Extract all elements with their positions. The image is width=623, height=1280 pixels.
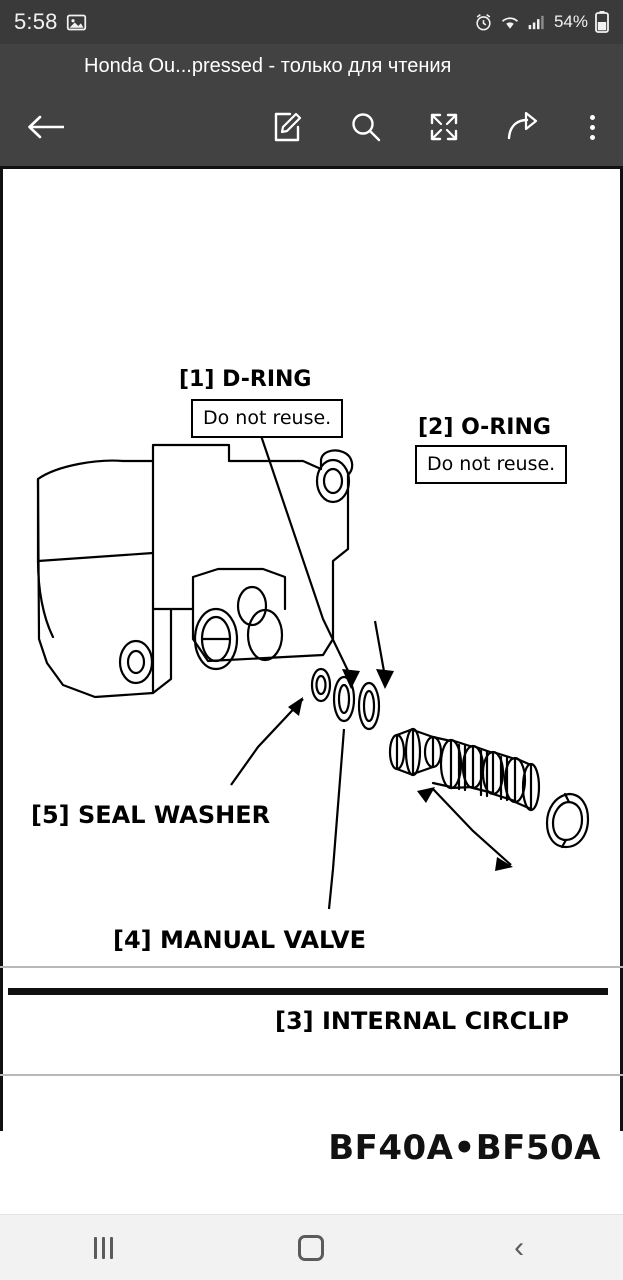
battery-icon (595, 11, 609, 33)
callout-note-1: Do not reuse. (191, 399, 343, 438)
edit-note-icon (271, 110, 305, 144)
recent-apps-icon (94, 1237, 113, 1259)
share-icon (505, 111, 539, 143)
recent-apps-button[interactable] (44, 1215, 164, 1280)
page-rule-thick (8, 988, 608, 995)
battery-percent: 54% (553, 12, 588, 31)
toolbar (0, 88, 623, 166)
callout-label-1: [1] D-RING (179, 367, 312, 392)
page-divider-bottom (0, 1074, 623, 1076)
alarm-icon (474, 13, 493, 32)
callout-label-3: [3] INTERNAL CIRCLIP (275, 1007, 570, 1035)
more-options-button[interactable] (561, 88, 623, 166)
back-nav-button[interactable] (459, 1215, 579, 1280)
document-viewer[interactable] (0, 166, 623, 1214)
document-page (0, 166, 623, 1131)
title-bar (0, 44, 623, 88)
callout-label-4: [4] MANUAL VALVE (113, 926, 366, 954)
callout-label-5: [5] SEAL WASHER (31, 801, 271, 829)
share-button[interactable] (483, 88, 561, 166)
home-icon (298, 1235, 324, 1261)
model-designation: BF40A•BF50A (328, 1128, 601, 1168)
back-arrow-icon (26, 111, 66, 143)
more-vertical-icon (590, 115, 595, 140)
status-bar-left (14, 9, 87, 35)
document-title: Honda Ou...pressed - только для чтения (84, 54, 452, 77)
status-clock: 5:58 (14, 9, 58, 34)
exploded-view-drawing (3, 169, 620, 1129)
wifi-icon (500, 14, 520, 31)
status-bar (0, 0, 623, 44)
annotate-button[interactable] (249, 88, 327, 166)
search-icon (349, 110, 383, 144)
photo-icon (66, 12, 87, 33)
fullscreen-icon (428, 111, 460, 143)
status-bar-right (474, 11, 609, 33)
signal-icon (527, 14, 547, 31)
callout-label-2: [2] O-RING (418, 415, 551, 440)
back-button[interactable] (0, 88, 92, 166)
fullscreen-button[interactable] (405, 88, 483, 166)
android-nav-bar (0, 1214, 623, 1280)
home-button[interactable] (251, 1215, 371, 1280)
search-button[interactable] (327, 88, 405, 166)
diagram-canvas (3, 169, 620, 1131)
callout-note-2: Do not reuse. (415, 445, 567, 484)
page-divider-top (0, 966, 623, 968)
back-icon: ‹ (514, 1230, 525, 1264)
